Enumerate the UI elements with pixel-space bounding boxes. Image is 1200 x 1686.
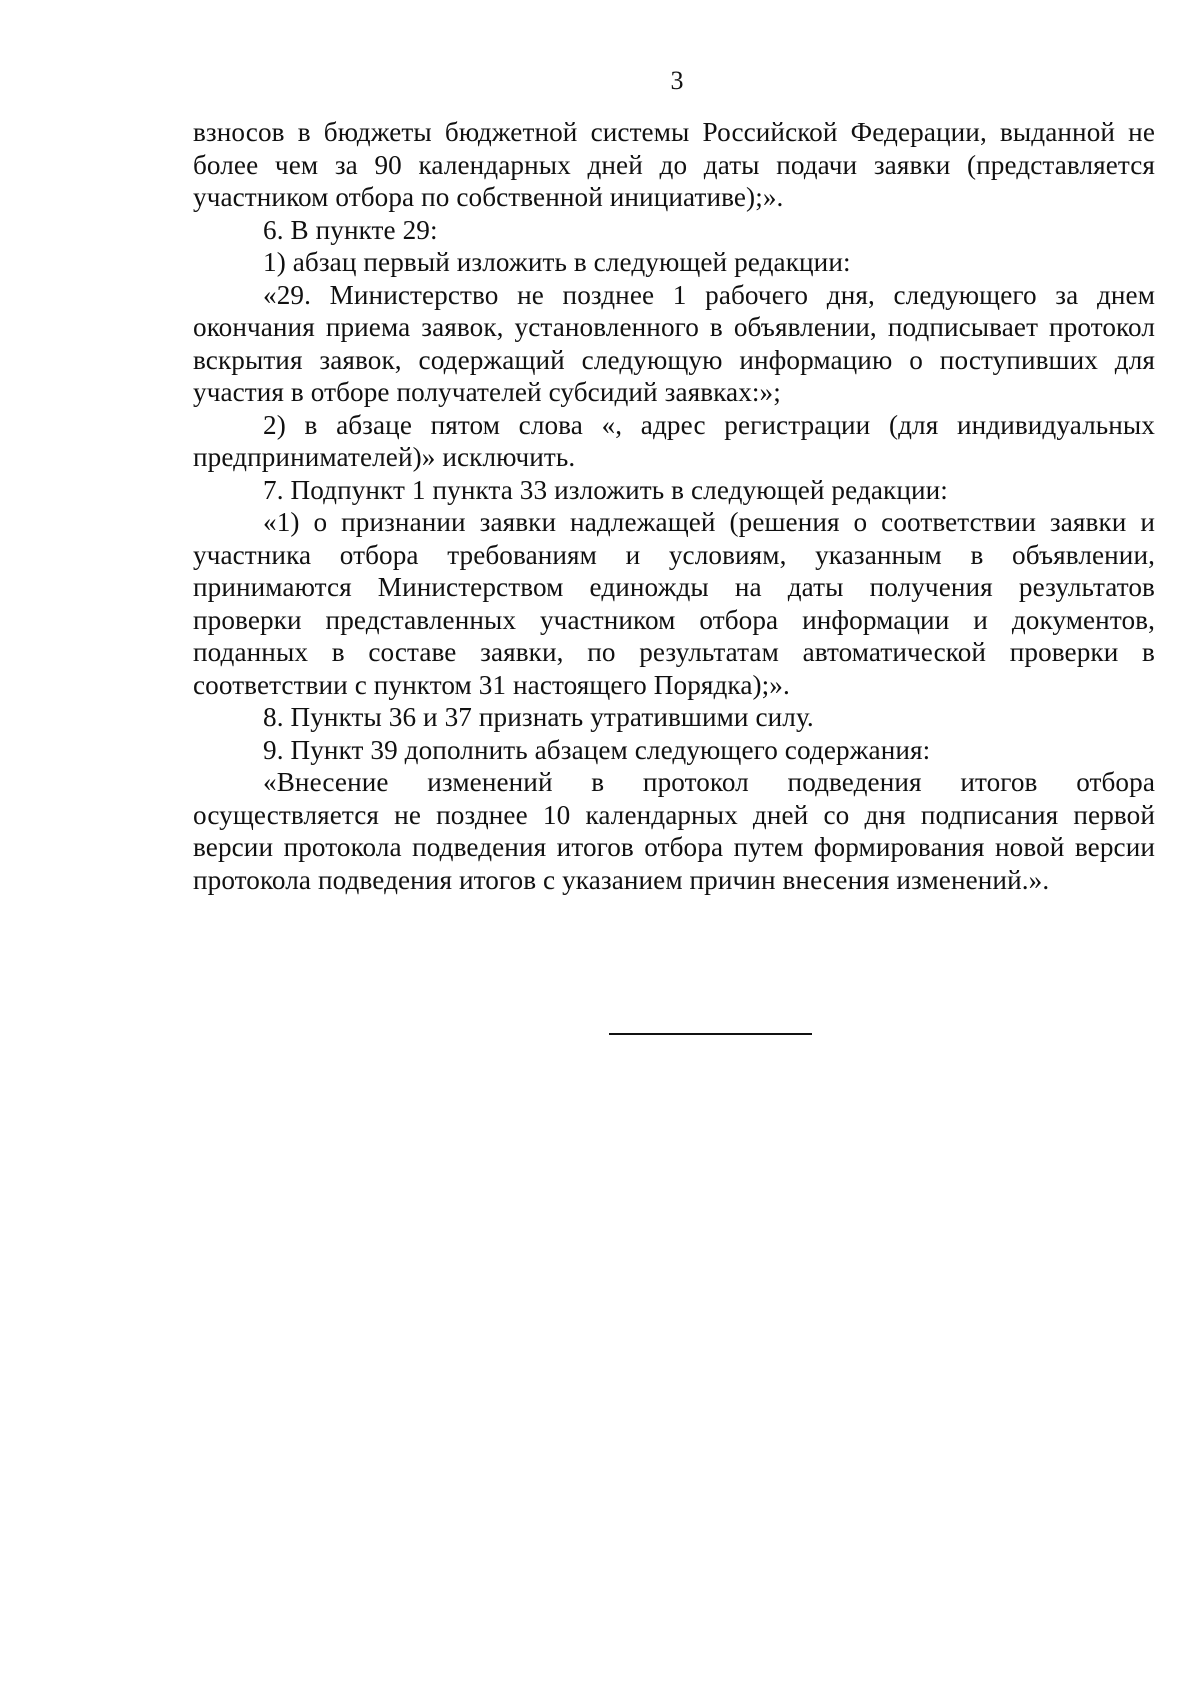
paragraph-item-7: 7. Подпункт 1 пункта 33 изложить в следующей редакции: <box>263 474 948 505</box>
paragraph-subitem-6-1: 1) абзац первый изложить в следующей редакции: <box>263 247 851 277</box>
paragraph-quote-39: «Внесение изменений в протокол подведения итогов отбора осуществляется не позднее 10 календарных дней со дня подписания первой версии протокола подведения итогов отбора путем формирования новой версии протокола подведения итогов с указанием причин внесения изменений.». <box>193 767 1155 895</box>
paragraph-quote-29: «29. Министерство не позднее 1 рабочего дня, следующего за днем окончания приема заявок, установленного в объявлении, подписывает протокол вскрытия заявок, содержащий следующую информацию о поступивших для участия в отборе получателей субсидий заявках:»; <box>193 279 1155 407</box>
paragraph-quote-33-1: «1) о признании заявки надлежащей (решения о соответствии заявки и участника отбора требованиям и условиям, указанным в объявлении, принимаются Министерством единожды на даты получения результатов проверки представленных участником отбора информации и документов, поданных в составе заявки, по результатам автоматической проверки в соответствии с пунктом 31 настоящего Порядка);». <box>193 507 1155 700</box>
paragraph-item-9: 9. Пункт 39 дополнить абзацем следующего содержания: <box>263 734 931 765</box>
paragraph-continuation: взносов в бюджеты бюджетной системы Российской Федерации, выданной не более чем за 90 календарных дней до даты подачи заявки (представляется участником отбора по собственной инициативе);». <box>193 117 1155 212</box>
paragraph-item-6: 6. В пункте 29: <box>263 214 438 245</box>
document-body <box>193 116 1155 896</box>
paragraph-item-8: 8. Пункты 36 и 37 признать утратившими силу. <box>263 702 814 732</box>
end-separator-line <box>609 1033 812 1035</box>
page-number: 3 <box>670 66 684 95</box>
paragraph-subitem-6-2: 2) в абзаце пятом слова «, адрес регистрации (для индивидуальных предпринимателей)» исключить. <box>193 409 1155 472</box>
